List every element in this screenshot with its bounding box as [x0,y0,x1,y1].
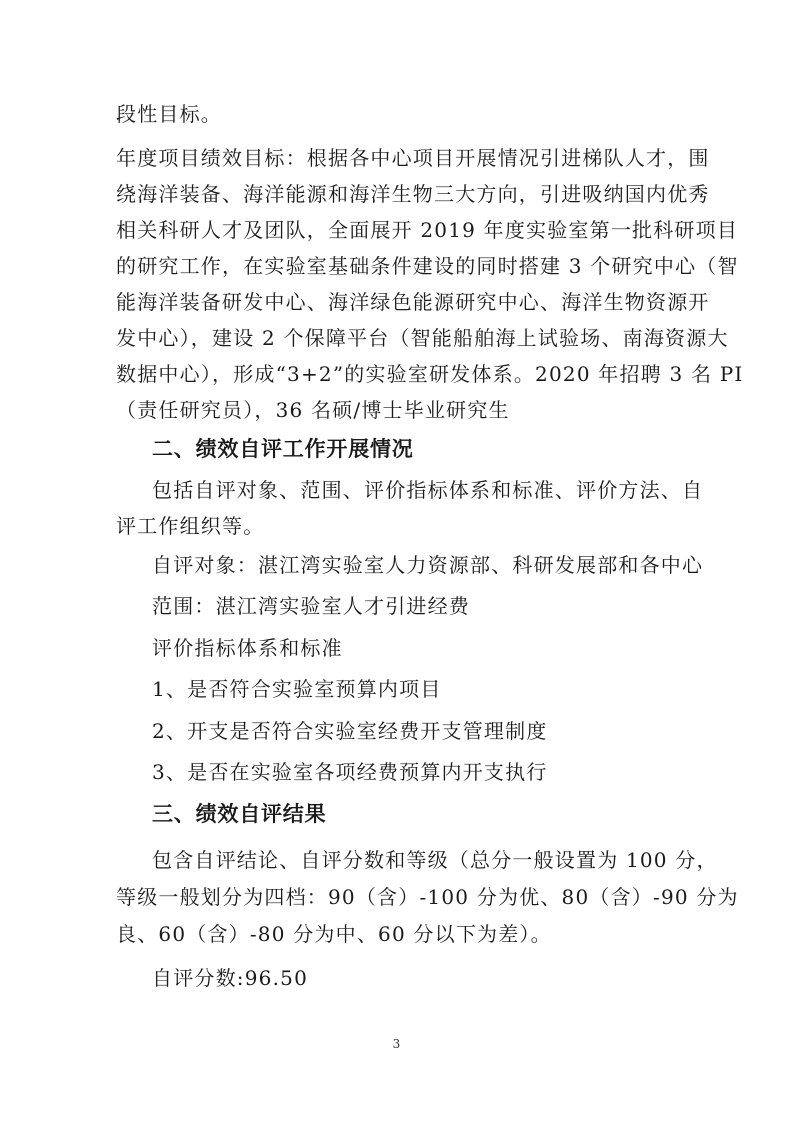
paragraph-line: 包含自评结论、自评分数和等级（总分一般设置为 100 分， [152,848,718,872]
paragraph-line: 评工作组织等。 [116,514,265,538]
criteria-item: 1、是否符合实验室预算内项目 [152,677,442,701]
paragraph-line: 相关科研人才及团队，全面展开 2019 年度实验室第一批科研项目 [116,218,739,242]
self-eval-object: 自评对象：湛江湾实验室人力资源部、科研发展部和各中心 [152,553,704,577]
paragraph-line: 等级一般划分为四档：90（含）-100 分为优、80（含）-90 分为 [116,885,739,909]
scope-line: 范围：湛江湾实验室人才引进经费 [152,594,470,618]
paragraph-line: 能海洋装备研发中心、海洋绿色能源研究中心、海洋生物资源开 [116,290,710,314]
criteria-item: 3、是否在实验室各项经费预算内开支执行 [152,760,548,784]
paragraph-line: 发中心），建设 2 个保障平台（智能船舶海上试验场、南海资源大 [116,326,729,350]
section-heading: 三、绩效自评结果 [152,802,327,826]
paragraph-line: 段性目标。 [116,102,222,126]
self-eval-score: 自评分数:96.50 [152,966,308,990]
paragraph-line: 良、60（含）-80 分为中、60 分以下为差）。 [116,922,552,946]
paragraph-line: （责任研究员），36 名硕/博士毕业研究生 [116,398,510,422]
section-heading: 二、绩效自评工作开展情况 [152,437,414,461]
criteria-item: 2、开支是否符合实验室经费开支管理制度 [152,719,548,743]
page-number: 3 [392,1037,401,1051]
paragraph-line: 年度项目绩效目标：根据各中心项目开展情况引进梯队人才，围 [116,146,710,170]
paragraph-line: 包括自评对象、范围、评价指标体系和标准、评价方法、自 [152,478,704,502]
paragraph-line: 的研究工作，在实验室基础条件建设的同时搭建 3 个研究中心（智 [116,254,739,278]
paragraph-line: 绕海洋装备、海洋能源和海洋生物三大方向，引进吸纳国内优秀 [116,182,710,206]
paragraph-line: 数据中心），形成“3+2”的实验室研发体系。2020 年招聘 3 名 PI [116,362,744,386]
indicator-title: 评价指标体系和标准 [152,636,343,660]
